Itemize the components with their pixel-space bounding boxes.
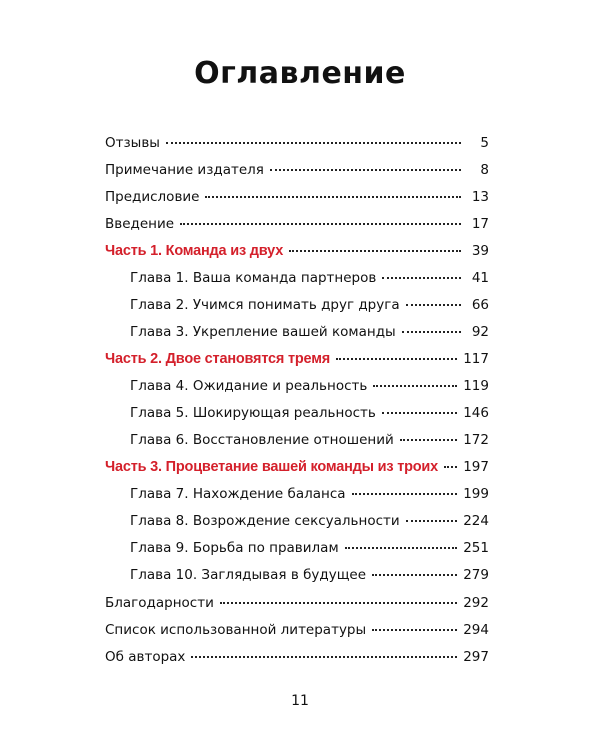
toc-dot-leader: [191, 655, 457, 658]
toc-part-entry: [105, 240, 489, 262]
toc-entry: [105, 159, 489, 181]
toc-dot-leader: [372, 628, 457, 631]
toc-entry-page: 146: [463, 405, 489, 421]
toc-entry: [105, 592, 489, 614]
toc-chapter-entry: [130, 483, 489, 505]
toc-dot-leader: [220, 601, 457, 604]
toc-dot-leader: [402, 330, 461, 333]
toc-entry-page: 199: [463, 486, 489, 502]
toc-entry-page: 172: [463, 432, 489, 448]
toc-entry: [105, 132, 489, 154]
toc-dot-leader: [382, 276, 461, 279]
toc-dot-leader: [406, 519, 458, 522]
toc-entry-page: 119: [463, 378, 489, 394]
toc-entry-page: 5: [480, 135, 489, 151]
toc-dot-leader: [336, 357, 457, 360]
toc-entry-page: 197: [463, 459, 489, 475]
toc-entry-page: 251: [463, 540, 489, 556]
toc-entry-page: 294: [463, 622, 489, 638]
toc-entry-label: Введение: [105, 216, 175, 232]
toc-dot-leader: [444, 465, 457, 468]
toc-entry-page: 117: [463, 351, 489, 367]
toc-chapter-entry: [130, 564, 489, 586]
page-title: Оглавление: [194, 56, 406, 91]
toc-part-entry: [105, 456, 489, 478]
toc-dot-leader: [406, 303, 461, 306]
toc-entry-page: 13: [471, 189, 489, 205]
toc-entry-label: Отзывы: [105, 135, 160, 151]
toc-chapter-entry: [130, 321, 489, 343]
toc-entry-label: Глава 2. Учимся понимать друг друга: [130, 297, 400, 313]
toc-entry-label: Часть 2. Двое становятся тремя: [105, 351, 330, 367]
toc-chapter-entry: [130, 510, 489, 532]
page-number: 11: [291, 693, 309, 709]
toc-entry-label: Часть 3. Процветание вашей команды из троих: [105, 459, 438, 475]
toc-dot-leader: [289, 249, 461, 252]
toc-entry-label: Глава 4. Ожидание и реальность: [130, 378, 368, 394]
toc-entry-page: 297: [463, 649, 489, 665]
toc-entry-label: Примечание издателя: [105, 162, 264, 178]
toc-entry-label: Глава 3. Укрепление вашей команды: [130, 324, 396, 340]
toc-chapter-entry: [130, 294, 489, 316]
toc-dot-leader: [180, 222, 461, 225]
toc-entry-page: 8: [480, 162, 489, 178]
toc-entry-page: 292: [463, 595, 489, 611]
toc-entry-label: Глава 8. Возрождение сексуальности: [130, 513, 400, 529]
toc-chapter-entry: [130, 375, 489, 397]
toc-dot-leader: [345, 546, 458, 549]
toc-entry-page: 17: [471, 216, 489, 232]
toc-chapter-entry: [130, 537, 489, 559]
toc-entry-page: 92: [471, 324, 489, 340]
toc-entry: [105, 213, 489, 235]
toc-entry-label: Благодарности: [105, 595, 214, 611]
toc-dot-leader: [372, 573, 457, 576]
toc-dot-leader: [373, 384, 457, 387]
toc-entry-label: Часть 1. Команда из двух: [105, 243, 284, 259]
toc-entry-label: Глава 1. Ваша команда партнеров: [130, 270, 377, 286]
toc-entry-page: 279: [463, 567, 489, 583]
toc-chapter-entry: [130, 429, 489, 451]
toc-entry: [105, 646, 489, 668]
toc-entry-label: Глава 6. Восстановление отношений: [130, 432, 394, 448]
toc-entry-page: 41: [471, 270, 489, 286]
toc-entry-label: Об авторах: [105, 649, 186, 665]
toc-dot-leader: [166, 141, 461, 144]
toc-chapter-entry: [130, 267, 489, 289]
toc-entry-page: 224: [463, 513, 489, 529]
toc-dot-leader: [205, 195, 461, 198]
toc-chapter-entry: [130, 402, 489, 424]
toc-entry-label: Глава 7. Нахождение баланса: [130, 486, 346, 502]
toc-entry-label: Глава 5. Шокирующая реальность: [130, 405, 376, 421]
toc-entry-page: 66: [471, 297, 489, 313]
toc-entry-label: Глава 10. Заглядывая в будущее: [130, 567, 367, 583]
toc-dot-leader: [270, 168, 461, 171]
toc-entry-label: Список использованной литературы: [105, 622, 367, 638]
toc-dot-leader: [400, 438, 457, 441]
toc-part-entry: [105, 348, 489, 370]
toc-entry: [105, 619, 489, 641]
toc-dot-leader: [352, 492, 458, 495]
toc-entry-label: Предисловие: [105, 189, 200, 205]
toc-dot-leader: [382, 411, 457, 414]
toc-entry-page: 39: [471, 243, 489, 259]
toc-entry-label: Глава 9. Борьба по правилам: [130, 540, 339, 556]
toc-entry: [105, 186, 489, 208]
